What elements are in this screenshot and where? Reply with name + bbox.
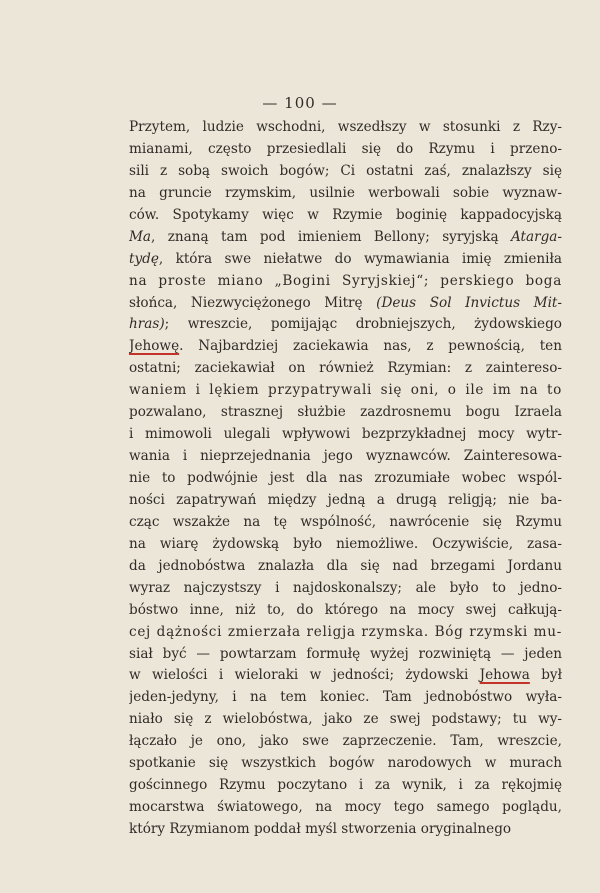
text-line xyxy=(129,644,562,666)
text-segment: sili z sobą swoich bogów; Ci ostatni zaś, znalazłszy się xyxy=(129,162,562,179)
text-line xyxy=(129,512,562,534)
text-line xyxy=(129,775,562,797)
text-segment: cej dążności zmierzała religja rzymska. Bóg rzymski mu- xyxy=(129,623,562,640)
text-line xyxy=(129,227,562,249)
body-text xyxy=(129,117,562,841)
italic-text: Ma xyxy=(129,228,152,245)
text-line xyxy=(129,556,562,578)
text-segment: cząc wszakże na tę wspólność, nawrócenie się Rzymu xyxy=(129,513,562,530)
text-segment: waniem i lękiem przypatrywali się oni, o ile im na to xyxy=(129,382,562,399)
text-segment: nie to podwójnie jest dla nas zrozumiałe wobec wspól- xyxy=(129,470,562,486)
text-line xyxy=(129,293,562,315)
text-segment: jeden-jedyny, i na tem koniec. Tam jednobóstwo wyła- xyxy=(129,689,562,706)
text-line xyxy=(129,358,562,380)
underlined-word: Jehowa xyxy=(479,667,530,684)
text-line xyxy=(129,490,562,512)
text-segment: pozwalano, strasznej służbie zazdrosnemu bogu Izraela xyxy=(129,404,562,421)
text-line xyxy=(129,687,562,709)
italic-text: Atarga- xyxy=(510,228,562,245)
text-line xyxy=(129,665,562,687)
text-segment: spotkanie się wszystkich bogów narodowych w murach xyxy=(129,755,562,772)
text-segment: niało się z wielobóstwa, jako ze swej podstawy; tu wy- xyxy=(129,711,562,728)
text-segment: bóstwo inne, niż to, do którego na mocy swej całkują- xyxy=(129,601,562,618)
text-segment: ności zapatrywań między jedną a drugą religją; nie ba- xyxy=(129,491,562,508)
text-line xyxy=(129,446,562,468)
text-segment: mocarstwa światowego, na mocy tego samego poglądu, xyxy=(129,799,562,816)
text-line xyxy=(129,139,562,161)
text-segment: , która swe niełatwe do wymawiania imię zmieniła xyxy=(158,250,562,267)
text-line xyxy=(129,819,562,841)
italic-text: (Deus Sol Invictus Mit- xyxy=(376,294,562,311)
text-line xyxy=(129,534,562,556)
text-line xyxy=(129,380,562,402)
text-line xyxy=(129,578,562,600)
text-segment: słońca, Niezwyciężonego Mitrę xyxy=(129,294,377,311)
text-line xyxy=(129,622,562,644)
text-line xyxy=(129,753,562,775)
text-segment: . Najbardziej zaciekawia nas, z pewnością, ten xyxy=(179,338,562,355)
text-segment: wyraz najczystszy i najdoskonalszy; ale było to jedno- xyxy=(129,579,562,596)
text-line xyxy=(129,600,562,622)
text-line xyxy=(129,797,562,819)
text-segment: , znaną tam pod imieniem Bellony; syryjską xyxy=(151,228,511,245)
text-line xyxy=(129,709,562,731)
text-segment: który Rzymianom poddał myśl stworzenia oryginalnego xyxy=(129,821,512,837)
italic-text: tydę xyxy=(129,250,159,267)
text-line xyxy=(129,314,562,336)
text-segment: mianami, często przesiedlali się do Rzymu i przeno- xyxy=(129,140,562,157)
text-segment: siał być — powtarzam formułę wyżej rozwiniętą — jeden xyxy=(129,645,562,662)
page-number: — 100 — xyxy=(262,94,338,112)
text-line xyxy=(129,117,562,139)
text-segment: ców. Spotykamy więc w Rzymie boginię kappadocyjską xyxy=(129,206,562,223)
text-segment: ostatni; zaciekawiał on również Rzymian: z zaintereso- xyxy=(129,360,562,377)
text-line xyxy=(129,161,562,183)
text-segment: da jednobóstwa znalazła dla się nad brzegami Jordanu xyxy=(129,557,562,574)
text-segment: w wielości i wieloraki w jedności; żydowski xyxy=(129,667,480,684)
text-line xyxy=(129,249,562,271)
text-segment: Przytem, ludzie wschodni, wszedłszy w stosunki z Rzy- xyxy=(129,119,562,135)
text-line xyxy=(129,468,562,490)
text-segment: gościnnego Rzymu poczytano i za wynik, i za rękojmię xyxy=(129,777,562,794)
underlined-word: Jehowę xyxy=(129,338,180,355)
text-segment: i mimowoli ulegali wpływowi bezprzykładnej mocy wytr- xyxy=(129,426,562,443)
text-segment: wania i nieprzejednania jego wyznawców. Zainteresowa- xyxy=(129,448,562,465)
text-line xyxy=(129,424,562,446)
text-segment: na wiarę żydowską było niemożliwe. Oczywiście, zasa- xyxy=(129,535,562,552)
text-segment: był xyxy=(529,667,562,684)
text-line xyxy=(129,336,562,358)
text-line xyxy=(129,205,562,227)
text-line xyxy=(129,731,562,753)
text-segment: ; wreszcie, pomijając drobniejszych, żydowskiego xyxy=(164,316,562,333)
text-line xyxy=(129,183,562,205)
italic-text: hras) xyxy=(129,316,165,333)
text-line xyxy=(129,402,562,424)
text-segment: na gruncie rzymskim, usilnie werbowali sobie wyznaw- xyxy=(129,184,562,201)
text-segment: łączało je ono, jako swe zaprzeczenie. Tam, wreszcie, xyxy=(129,733,562,750)
text-line xyxy=(129,271,562,293)
text-segment: na proste miano „Bogini Syryjskiej“; perskiego boga xyxy=(129,272,562,289)
